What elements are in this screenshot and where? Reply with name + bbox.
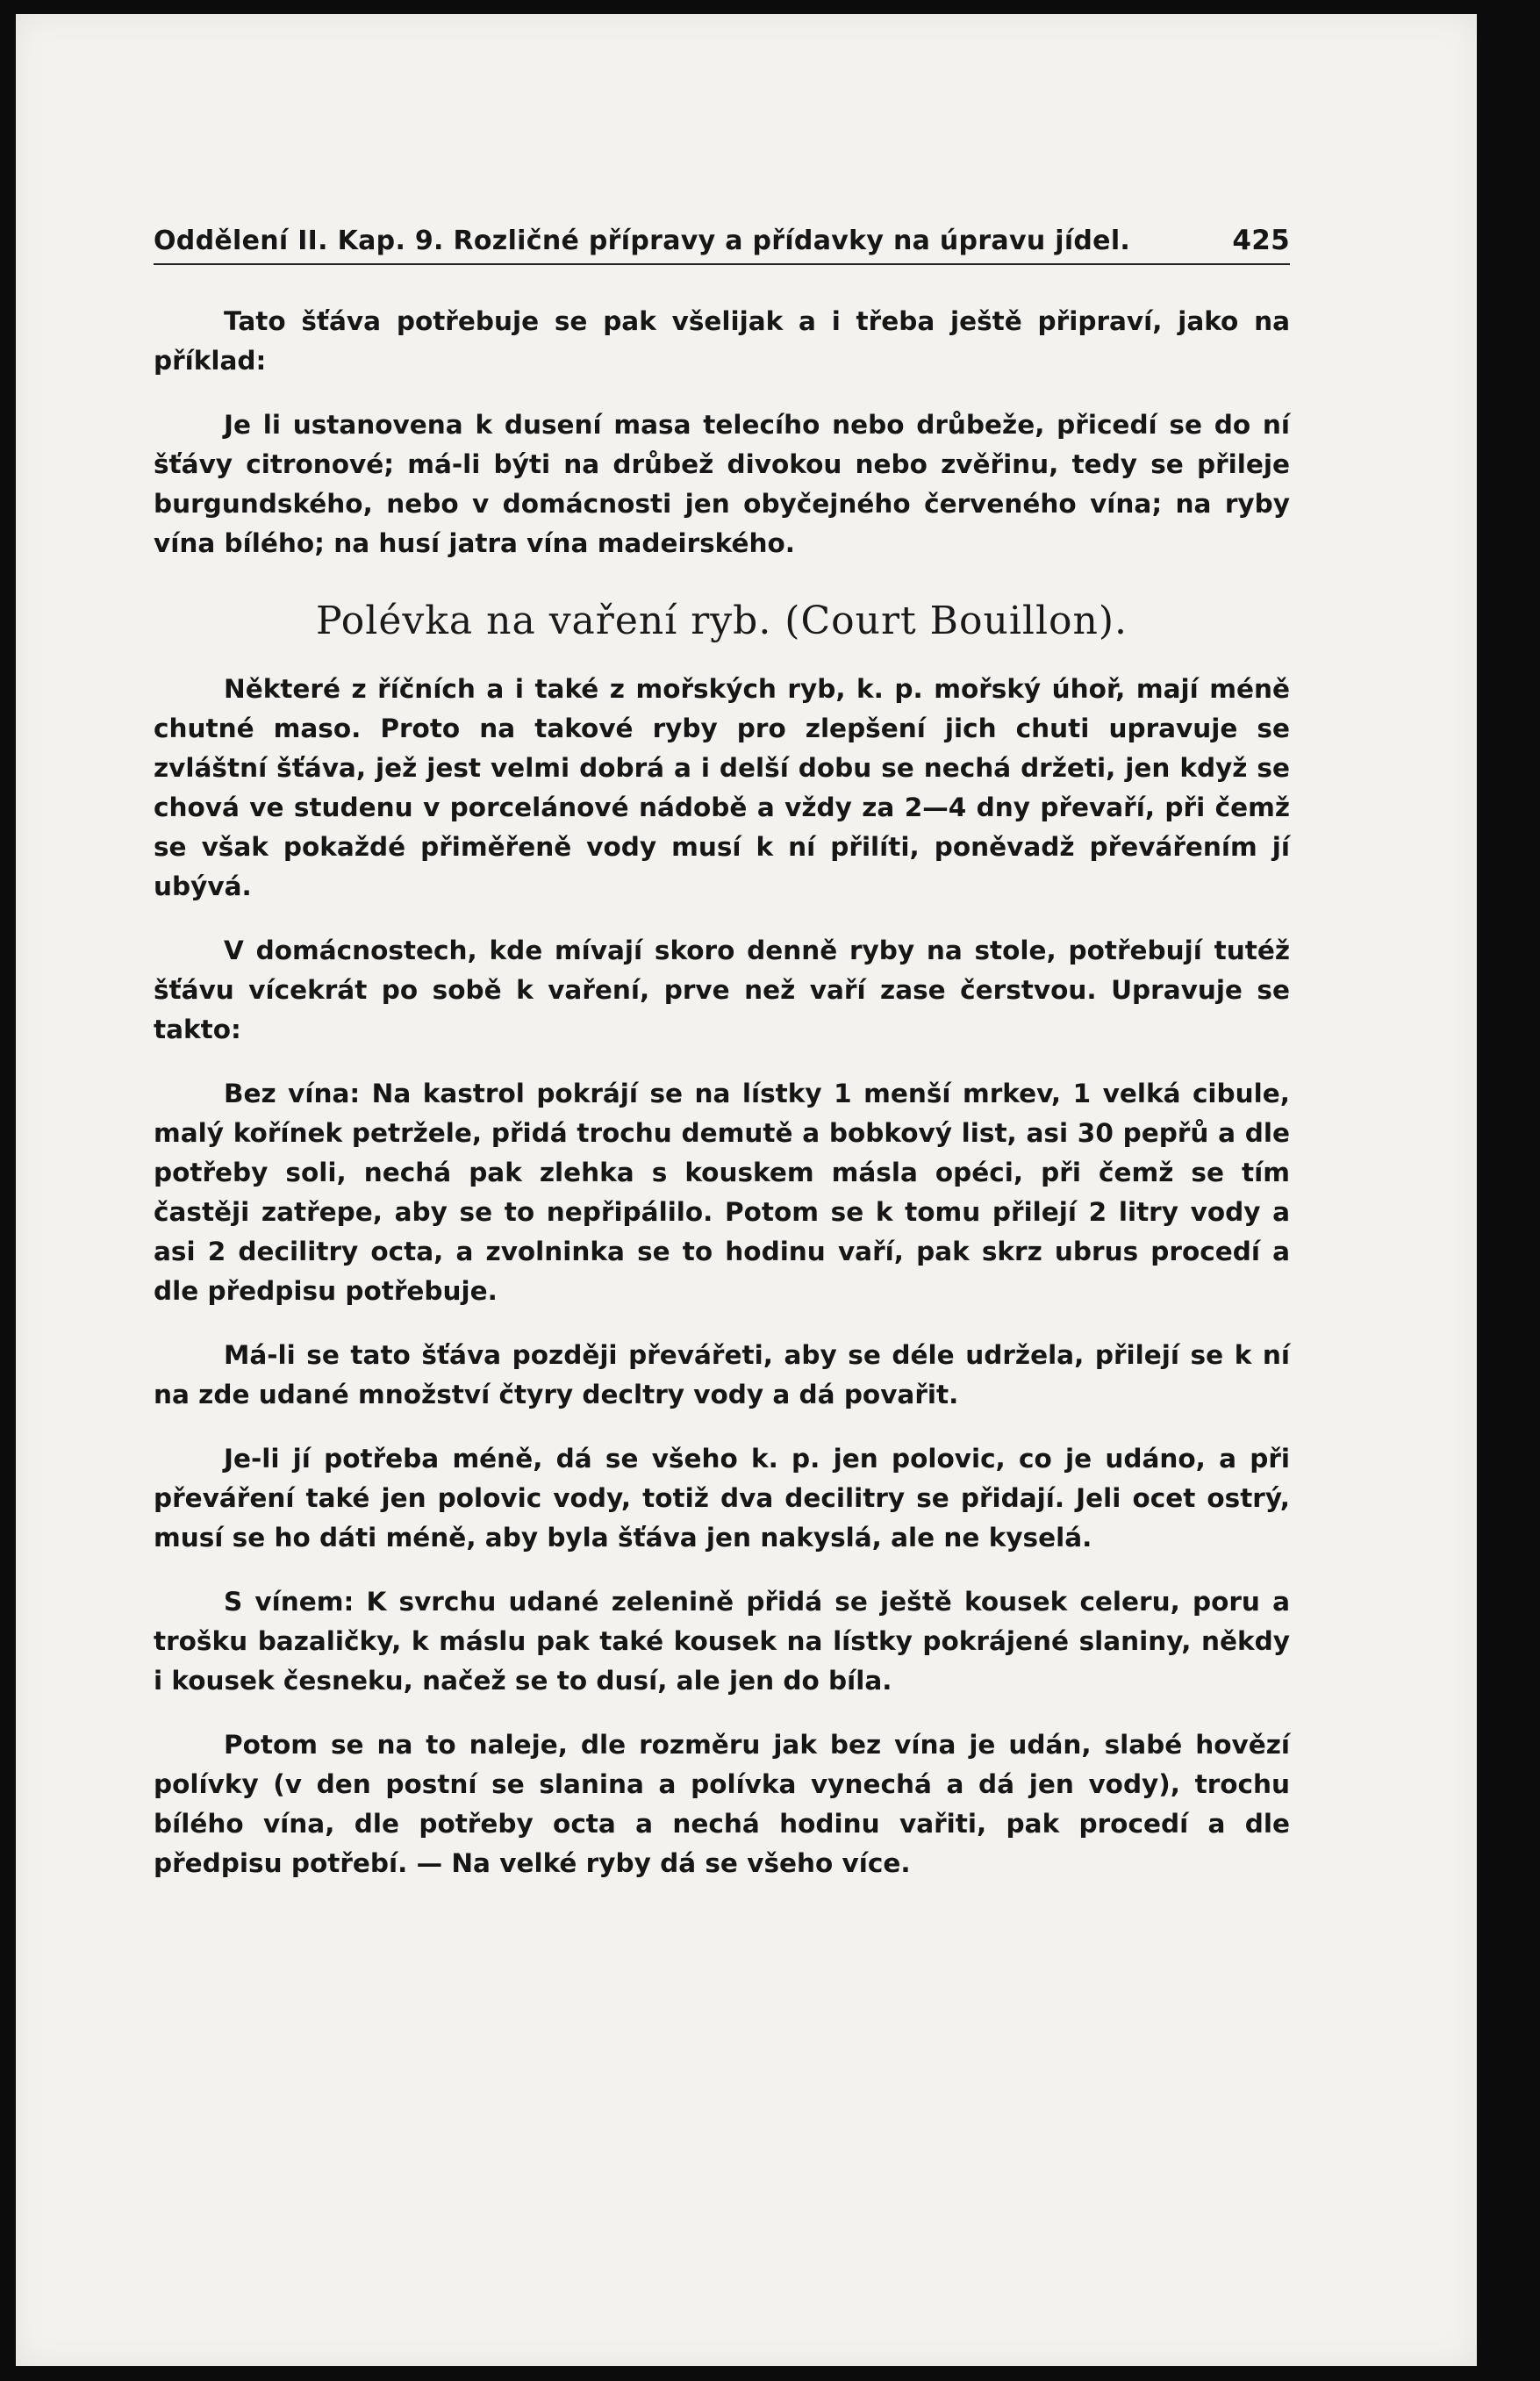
running-title: Oddělení II. Kap. 9. Rozličné přípravy a přídavky na úpravu jídel. — [154, 226, 1131, 256]
paragraph-body: Na kastrol pokrájí se na lístky 1 menší mrkev, 1 velká cibule, malý kořínek petržele, přidá trochu demutě a bobkový list, asi 30 pepřů a dle potřeby soli, nechá pak zlehka s kouskem másla opéci, při čemž se tím častěji zatřepe, aby se to nepřipálilo. Potom se k tomu přilejí 2 litry vody a asi 2 decilitry octa, a zvolninka se to hodinu vaří, pak skrz ubrus procedí a dle předpisu potřebuje. — [154, 1079, 1290, 1306]
paragraph: V domácnostech, kde mívají skoro denně ryby na stole, potřebují tutéž šťávu vícekrát po sobě k vaření, prve než vaří zase čerstvou. Upravuje se takto: — [154, 936, 1290, 1044]
book-page — [16, 14, 1477, 2366]
paragraph-bez-vina — [154, 1074, 1290, 1311]
page-number: 425 — [1232, 225, 1290, 256]
paragraph: Je li ustanovena k dusení masa telecího nebo drůbeže, přicedí se do ní šťávy citronové; má-li býti na drůbež divokou nebo zvěřinu, tedy se přileje burgundského, nebo v domácnosti jen obyčejného červeného vína; na ryby vína bílého; na husí jatra vína madeirského. — [154, 410, 1290, 558]
paragraph: Potom se na to naleje, dle rozměru jak bez vína je udán, slabé hovězí polívky (v den postní se slanina a polívka vynechá a dá jen vody), trochu bílého vína, dle potřeby octa a nechá hodinu vařiti, pak procedí a dle předpisu potřebí. — Na velké ryby dá se všeho více. — [154, 1730, 1290, 1878]
page-content — [154, 225, 1290, 1908]
paragraph-s-vinem — [154, 1582, 1290, 1701]
paragraph: Má-li se tato šťáva později převářeti, aby se déle udržela, přilejí se k ní na zde udané množství čtyry decltry vody a dá povařit. — [154, 1340, 1290, 1409]
running-head — [154, 225, 1290, 265]
paragraph-lead: S vínem: — [224, 1587, 355, 1617]
paragraph-body: K svrchu udané zelenině přidá se ještě kousek celeru, poru a trošku bazaličky, k máslu pak také kousek na lístky pokrájené slaniny, někdy i kousek česneku, načež se to dusí, ale jen do bíla. — [154, 1587, 1290, 1696]
section-title: Polévka na vaření ryb. (Court Bouillon). — [315, 599, 1128, 643]
paragraph-lead: Bez vína: — [224, 1079, 361, 1108]
paragraph: Je-li jí potřeba méně, dá se všeho k. p. jen polovic, co je udáno, a při převáření také jen polovic vody, totiž dva decilitry se přidají. Jeli ocet ostrý, musí se ho dáti méně, aby byla šťáva jen nakyslá, ale ne kyselá. — [154, 1444, 1290, 1553]
paragraph: Některé z říčních a i také z mořských ryb, k. p. mořský úhoř, mají méně chutné maso. Proto na takové ryby pro zlepšení jich chuti upravuje se zvláštní šťáva, jež jest velmi dobrá a i delší dobu se nechá držeti, jen když se chová ve studenu v porcelánové nádobě a vždy za 2—4 dny převaří, při čemž se však pokaždé přiměřeně vody musí k ní přilíti, poněvadž převářením jí ubývá. — [154, 674, 1290, 901]
paragraph: Tato šťáva potřebuje se pak všelijak a i třeba ještě připraví, jako na příklad: — [154, 306, 1290, 376]
